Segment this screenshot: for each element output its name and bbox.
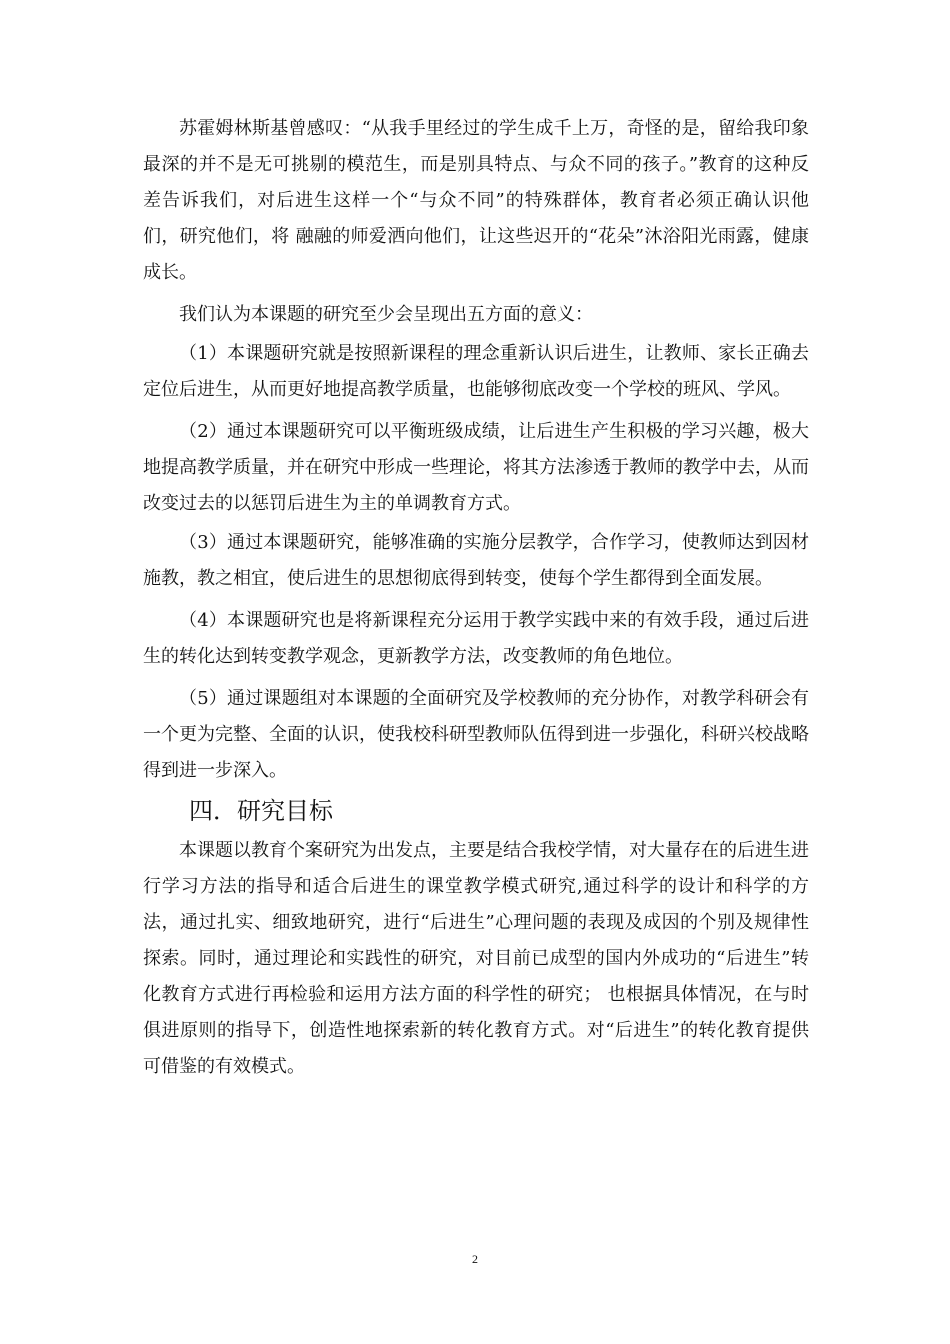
paragraph-significance-lead: 我们认为本课题的研究至少会呈现出五方面的意义： [179,304,593,325]
paragraph-point-3: （3）通过本课题研究，能够准确的实施分层教学，合作学习，使教师达到因材施教，教之相宜，使后进生的思想彻底得到转变，使每个学生都得到全面发展。 [143,532,809,589]
paragraph-intro: 苏霍姆林斯基曾感叹：“从我手里经过的学生成千上万，奇怪的是，留给我印象最深的并不是无可挑剔的模范生，而是别具特点、与众不同的孩子。”教育的这种反差告诉我们，对后进生这样一个“与众不同”的特殊群体，教育者必须正确认识他们，研究他们，将 融融的师爱洒向他们，让这些迟开的“花朵”沐浴阳光雨露，健康成长。 [143,118,809,283]
paragraph-point-2: （2）通过本课题研究可以平衡班级成绩，让后进生产生积极的学习兴趣，极大地提高教学质量，并在研究中形成一些理论，将其方法渗透于教师的教学中去，从而改变过去的以惩罚后进生为主的单调教育方式。 [143,421,809,514]
paragraph-point-5: （5）通过课题组对本课题的全面研究及学校教师的充分协作，对教学科研会有一个更为完整、全面的认识，使我校科研型教师队伍得到进一步强化，科研兴校战略得到进一步深入。 [143,688,809,781]
page-number: 2 [472,1252,478,1266]
section-heading-research-goals: 四．研究目标 [189,797,333,825]
paragraph-research-goals: 本课题以教育个案研究为出发点，主要是结合我校学情，对大量存在的后进生进行学习方法的指导和适合后进生的课堂教学模式研究,通过科学的设计和科学的方法，通过扎实、细致地研究，进行“后进生”心理问题的表现及成因的个别及规律性探索。同时，通过理论和实践性的研究，对目前已成型的国内外成功的“后进生”转化教育方式进行再检验和运用方法方面的科学性的研究； 也根据具体情况，在与时俱进原则的指导下，创造性地探索新的转化教育方式。对“后进生”的转化教育提供可借鉴的有效模式。 [143,840,809,1077]
paragraph-point-4: （4）本课题研究也是将新课程充分运用于教学实践中来的有效手段，通过后进生的转化达到转变教学观念，更新教学方法，改变教师的角色地位。 [143,610,809,667]
paragraph-point-1: （1）本课题研究就是按照新课程的理念重新认识后进生，让教师、家长正确去定位后进生，从而更好地提高教学质量，也能够彻底改变一个学校的班风、学风。 [143,343,809,400]
document-body [143,111,809,1085]
